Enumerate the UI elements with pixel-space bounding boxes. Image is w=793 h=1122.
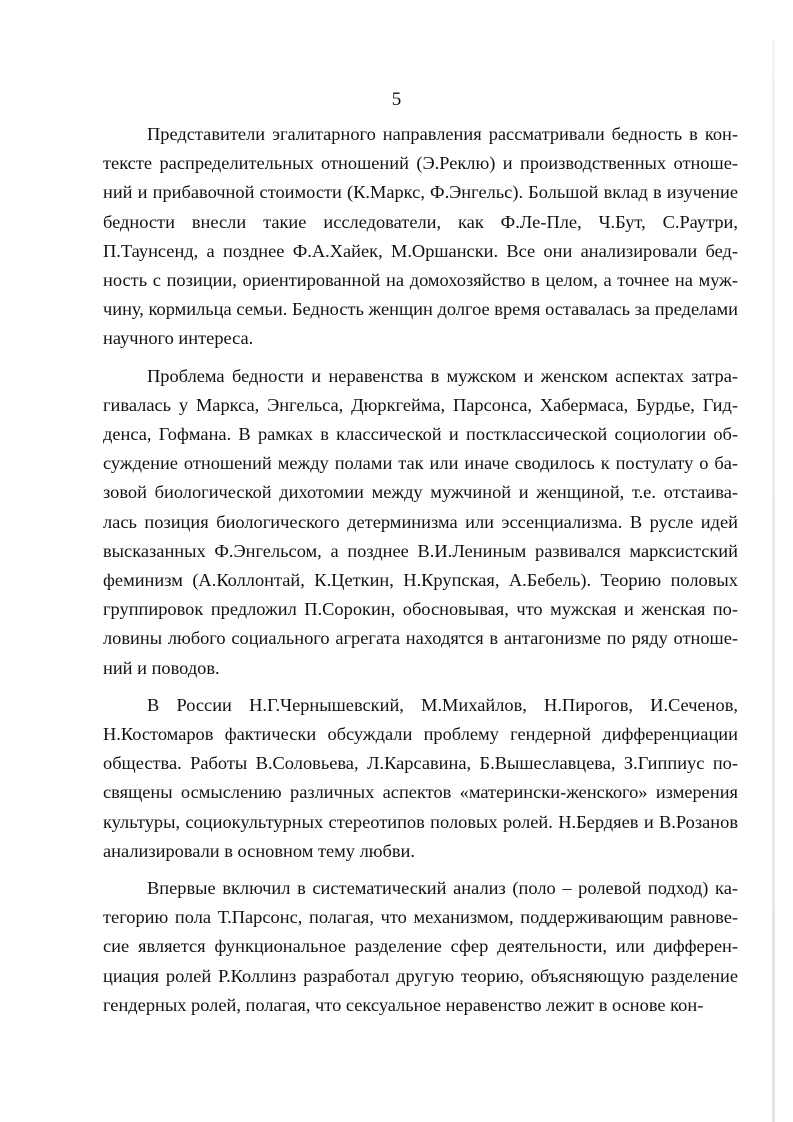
- paragraph-russian-thinkers: В России Н.Г.Чернышевский, М.Михайлов, Н.Пирогов, И.Сеченов, Н.Костомаров фактически обсуждали проблему гендерной дифференциации общества. Работы В.Соловьева, Л.Карсавина, Б.Вышеславцева, З.Гиппиус посвящены осмыслению различных аспектов «матерински-женского» измерения культуры, социокультурных стереотипов половых ролей. Н.Бердяев и В.Розанов анализировали в основном тему любви.: [103, 694, 738, 861]
- scan-edge-shadow: [772, 40, 775, 1122]
- paragraph-parsons-collins: Впервые включил в систематический анализ (поло – ролевой подход) категорию пола Т.Парсонс, полагая, что механизмом, поддерживающим равновесие является функциональное разделение сфер деятельности, или дифференциация ролей Р.Коллинз разработал другую теорию, объясняющую разделение гендерных ролей, полагая, что сексуальное неравенство лежит в основе кон-: [103, 878, 738, 1015]
- paragraph-egalitarian-poverty: Представители эгалитарного направления рассматривали бедность в контексте распределительных отношений (Э.Реклю) и производственных отношений и прибавочной стоимости (К.Маркс, Ф.Энгельс). Большой вклад в изучение бедности внесли такие исследователи, как Ф.Ле-Пле, Ч.Бут, С.Раутри, П.Таунсенд, а позднее Ф.А.Хайек, М.Оршански. Все они анализировали бедность с позиции, ориентированной на домохозяйство в целом, а точнее на мужчину, кормильца семьи. Бедность женщин долгое время оставалась за пределами научного интереса.: [103, 124, 738, 349]
- paragraph-gender-inequality-theory: Проблема бедности и неравенства в мужском и женском аспектах затрагивалась у Маркса, Энгельса, Дюркгейма, Парсонса, Хабермаса, Бурдье, Гидденса, Гофмана. В рамках в классической и постклассической социологии обсуждение отношений между полами так или иначе сводилось к постулату о базовой биологической дихотомии между мужчиной и женщиной, т.е. отстаивалась позиция биологического детерминизма или эссенциализма. В русле идей высказанных Ф.Энгельсом, а позднее В.И.Лениным развивался марксистский феминизм (А.Коллонтай, К.Цеткин, Н.Крупская, А.Бебель). Теорию половых группировок предложил П.Сорокин, обосновывая, что мужская и женская половины любого социального агрегата находятся в антагонизме по ряду отношений и поводов.: [103, 365, 738, 678]
- page-number: 5: [391, 89, 402, 110]
- body-text: [103, 120, 738, 1020]
